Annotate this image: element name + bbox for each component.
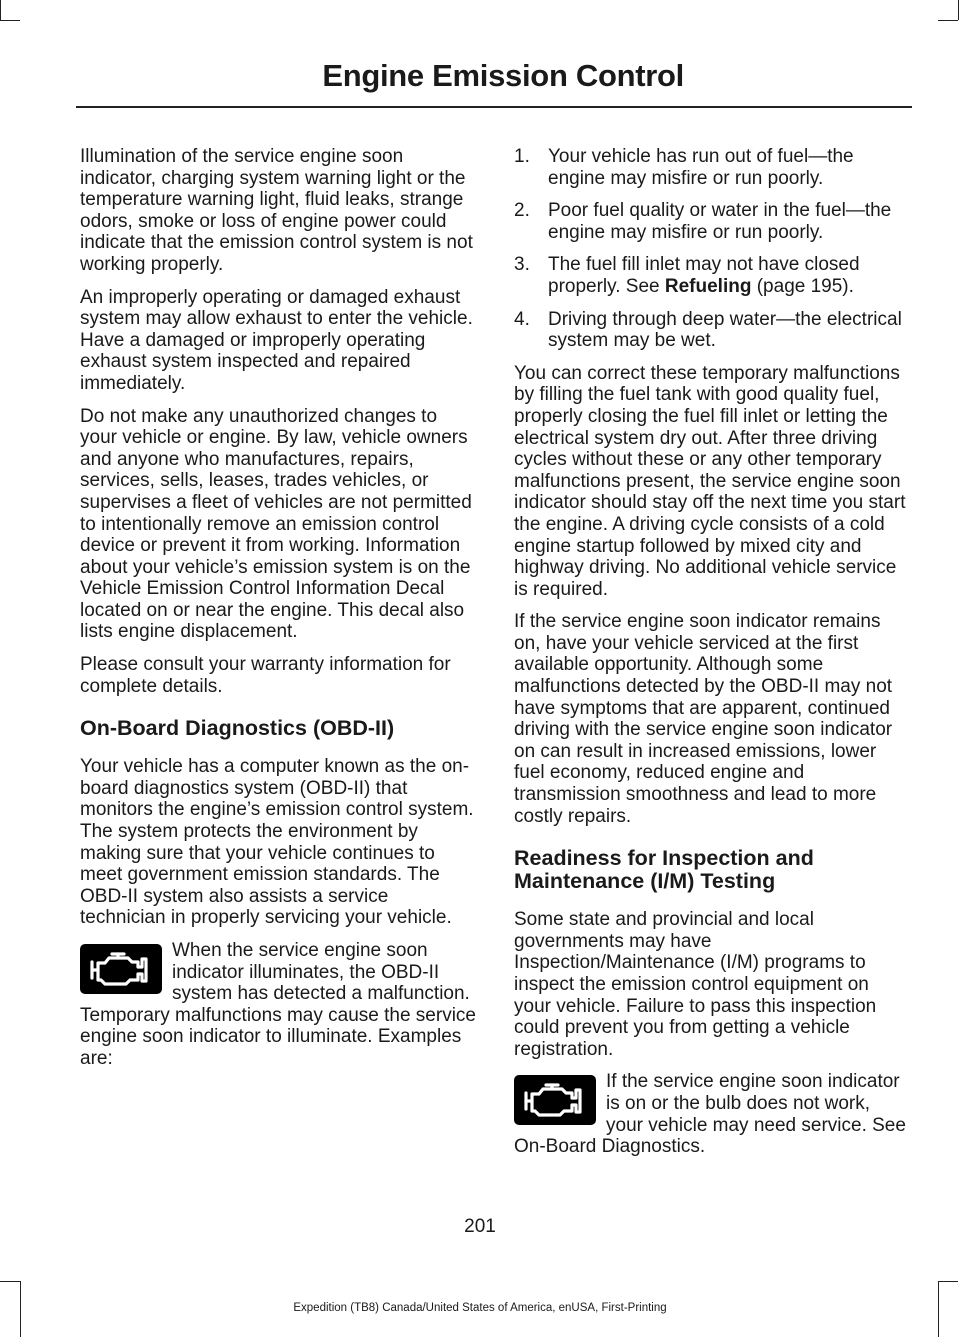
obd-heading: On-Board Diagnostics (OBD-II) — [80, 716, 395, 741]
crop-mark-top-left — [0, 0, 1, 20]
indicator-remains-on-paragraph: If the service engine soon indicator remains on, have your vehicle serviced at the first available opportunity. Although some malfunctions detected by the OBD-II may not have symptoms that are apparent, continued driving with the service engine soon indicator on can result in increased emissions, lower fuel economy, reduced engine and transmission smoothness and lead to more costly repairs. — [514, 611, 893, 827]
obd-paragraph: Your vehicle has a computer known as the on-board diagnostics system (OBD-II) that monitors the engine’s emission control system. The system protects the environment by making sure that your vehicle continues to meet government emission standards. The OBD-II system also assists a service technician in properly servicing your vehicle. — [80, 756, 474, 929]
im-programs-paragraph: Some state and provincial and local governments may have Inspection/Maintenance (I/M) programs to inspect the emission control equipment on your vehicle. Failure to pass this inspection could prevent you from getting a vehicle registration. — [514, 909, 877, 1060]
left-column — [80, 146, 476, 1081]
temporary-malfunctions-list — [514, 146, 910, 352]
check-engine-icon — [514, 1075, 596, 1125]
header-rule — [76, 106, 912, 108]
crop-mark-bottom-right — [938, 1281, 958, 1282]
list-item: 2. Poor fuel quality or water in the fuel—the engine may misfire or run poorly. — [514, 200, 892, 243]
intro-paragraph: Illumination of the service engine soon indicator, charging system warning light or the temperature warning light, fluid leaks, strange odors, smoke or loss of engine power could indicate that the emission control system is not working properly. — [80, 146, 473, 275]
readiness-heading: Readiness for Inspection and Maintenance (I/M) Testing — [514, 846, 814, 894]
list-item: 3. The fuel fill inlet may not have closed properly. See Refueling (page 195). — [514, 254, 860, 297]
crop-mark-top-right-h — [938, 20, 958, 21]
indicator-bulb-paragraph: If the service engine soon indicator is on or the bulb does not work, your vehicle may need service. See On-Board Diagnostics. — [514, 1071, 906, 1158]
list-item: 1. Your vehicle has run out of fuel—the engine may misfire or run poorly. — [514, 146, 854, 189]
refueling-link[interactable]: Refueling — [664, 275, 752, 297]
right-column — [514, 146, 910, 1169]
crop-mark-bottom-left — [0, 1281, 20, 1282]
footer-text: Expedition (TB8) Canada/United States of America, enUSA, First-Printing — [293, 1302, 667, 1314]
list-item: 4. Driving through deep water—the electrical system may be wet. — [514, 308, 902, 352]
crop-mark-top-right — [958, 0, 959, 20]
correct-malfunctions-paragraph: You can correct these temporary malfunctions by filling the fuel tank with good quality fuel, properly closing the fuel fill inlet or letting the electrical system dry out. After three driving cycles without these or any other temporary malfunctions present, the service engine soon indicator should stay off the next time you start the engine. A driving cycle consists of a cold engine startup followed by mixed city and highway driving. No additional vehicle service is required. — [514, 362, 906, 600]
obd-malfunction-paragraph: When the service engine soon indicator illuminates, the OBD-II system has detected a malfunction. Temporary malfunctions may cause the service engine soon indicator to illuminate. Examples are: — [80, 940, 476, 1069]
unauthorized-changes-paragraph: Do not make any unauthorized changes to your vehicle or engine. By law, vehicle owners and anyone who manufactures, repairs, services, sells, leases, trades vehicles, or supervises a fleet of vehicles are not permitted to intentionally remove an emission control device or prevent it from working. Information about your vehicle’s emission system is on the Vehicle Emission Control Information Decal located on or near the engine. This decal also lists engine displacement. — [80, 405, 472, 643]
exhaust-paragraph: An improperly operating or damaged exhaust system may allow exhaust to enter the vehicle. Have a damaged or improperly operating exhaust system inspected and repaired immediately. — [80, 286, 473, 394]
page-title: Engine Emission Control — [322, 58, 684, 93]
warranty-paragraph: Please consult your warranty information for complete details. — [80, 654, 451, 697]
crop-mark-top-left-h — [0, 20, 20, 21]
check-engine-icon — [80, 944, 162, 994]
page-number: 201 — [464, 1216, 496, 1237]
